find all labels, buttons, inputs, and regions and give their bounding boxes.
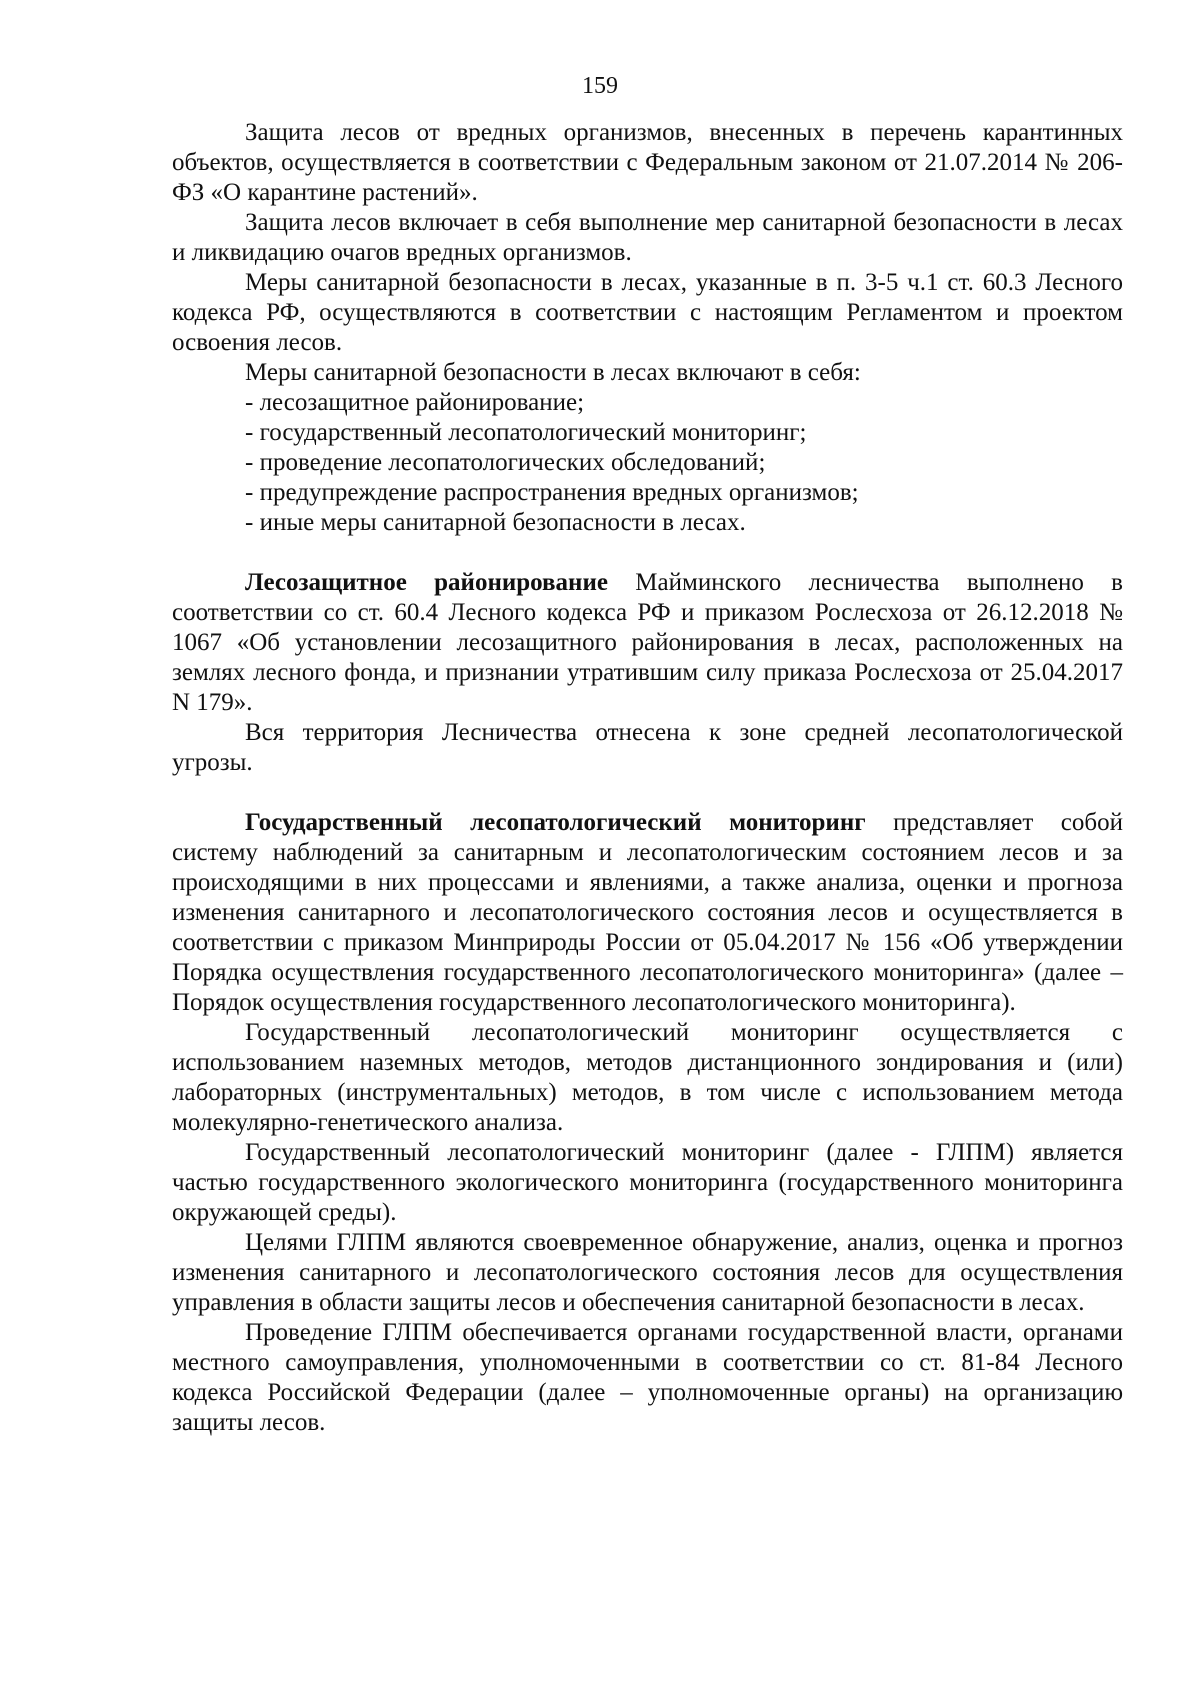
- section-spacer: [172, 538, 1123, 568]
- section-spacer: [172, 778, 1123, 808]
- list-item: - иные меры санитарной безопасности в лесах.: [245, 509, 746, 536]
- list-item: - предупреждение распространения вредных организмов;: [245, 479, 859, 506]
- paragraph-sanitary-measures-basis: Меры санитарной безопасности в лесах, указанные в п. 3-5 ч.1 ст. 60.3 Лесного кодекса РФ, осуществляются в соответствии с настоящим Регламентом и проектом освоения лесов.: [172, 269, 1123, 356]
- paragraph-threat-zone: Вся территория Лесничества отнесена к зоне средней лесопатологической угрозы.: [172, 719, 1123, 776]
- document-body: [172, 118, 1123, 1438]
- monitoring-heading: Государственный лесопатологический мониторинг: [245, 809, 866, 836]
- page-number: 159: [582, 73, 618, 99]
- list-item: - проведение лесопатологических обследований;: [245, 449, 766, 476]
- measures-list: [172, 388, 1123, 538]
- list-item: - лесозащитное районирование;: [245, 389, 585, 416]
- paragraph-monitoring: [172, 808, 1123, 1018]
- paragraph-measures-intro: Меры санитарной безопасности в лесах включают в себя:: [245, 359, 861, 386]
- paragraph-monitoring-goals: Целями ГЛПМ являются своевременное обнаружение, анализ, оценка и прогноз изменения санитарного и лесопатологического состояния лесов для осуществления управления в области защиты лесов и обеспечения санитарной безопасности в лесах.: [172, 1229, 1123, 1316]
- zoning-text: Майминского лесничества выполнено в соответствии со ст. 60.4 Лесного кодекса РФ и приказом Рослесхоза от 26.12.2018 № 1067 «Об установлении лесозащитного районирования в лесах, расположенных на землях лесного фонда, и признании утратившим силу приказа Рослесхоза от 25.04.2017 N 179».: [172, 569, 1123, 716]
- paragraph-zoning: [172, 568, 1123, 718]
- zoning-heading: Лесозащитное районирование: [245, 569, 608, 596]
- paragraph-quarantine: Защита лесов от вредных организмов, внесенных в перечень карантинных объектов, осуществляется в соответствии с Федеральным законом от 21.07.2014 № 206-ФЗ «О карантине растений».: [172, 119, 1123, 206]
- paragraph-protection-scope: Защита лесов включает в себя выполнение мер санитарной безопасности в лесах и ликвидацию очагов вредных организмов.: [172, 209, 1123, 266]
- paragraph-monitoring-definition: Государственный лесопатологический мониторинг (далее - ГЛПМ) является частью государственного экологического мониторинга (государственного мониторинга окружающей среды).: [172, 1139, 1123, 1226]
- paragraph-monitoring-authorities: Проведение ГЛПМ обеспечивается органами государственной власти, органами местного самоуправления, уполномоченными в соответствии со ст. 81-84 Лесного кодекса Российской Федерации (далее – уполномоченные органы) на организацию защиты лесов.: [172, 1319, 1123, 1436]
- paragraph-monitoring-methods: Государственный лесопатологический мониторинг осуществляется с использованием наземных методов, методов дистанционного зондирования и (или) лабораторных (инструментальных) методов, в том числе с использованием метода молекулярно-генетического анализа.: [172, 1019, 1123, 1136]
- monitoring-text: представляет собой систему наблюдений за санитарным и лесопатологическим состоянием лесов и за происходящими в них процессами и явлениями, а также анализа, оценки и прогноза изменения санитарного и лесопатологического состояния лесов и осуществляется в соответствии с приказом Минприроды России от 05.04.2017 № 156 «Об утверждении Порядка осуществления государственного лесопатологического мониторинга» (далее – Порядок осуществления государственного лесопатологического мониторинга).: [172, 809, 1123, 1016]
- list-item: - государственный лесопатологический мониторинг;: [245, 419, 807, 446]
